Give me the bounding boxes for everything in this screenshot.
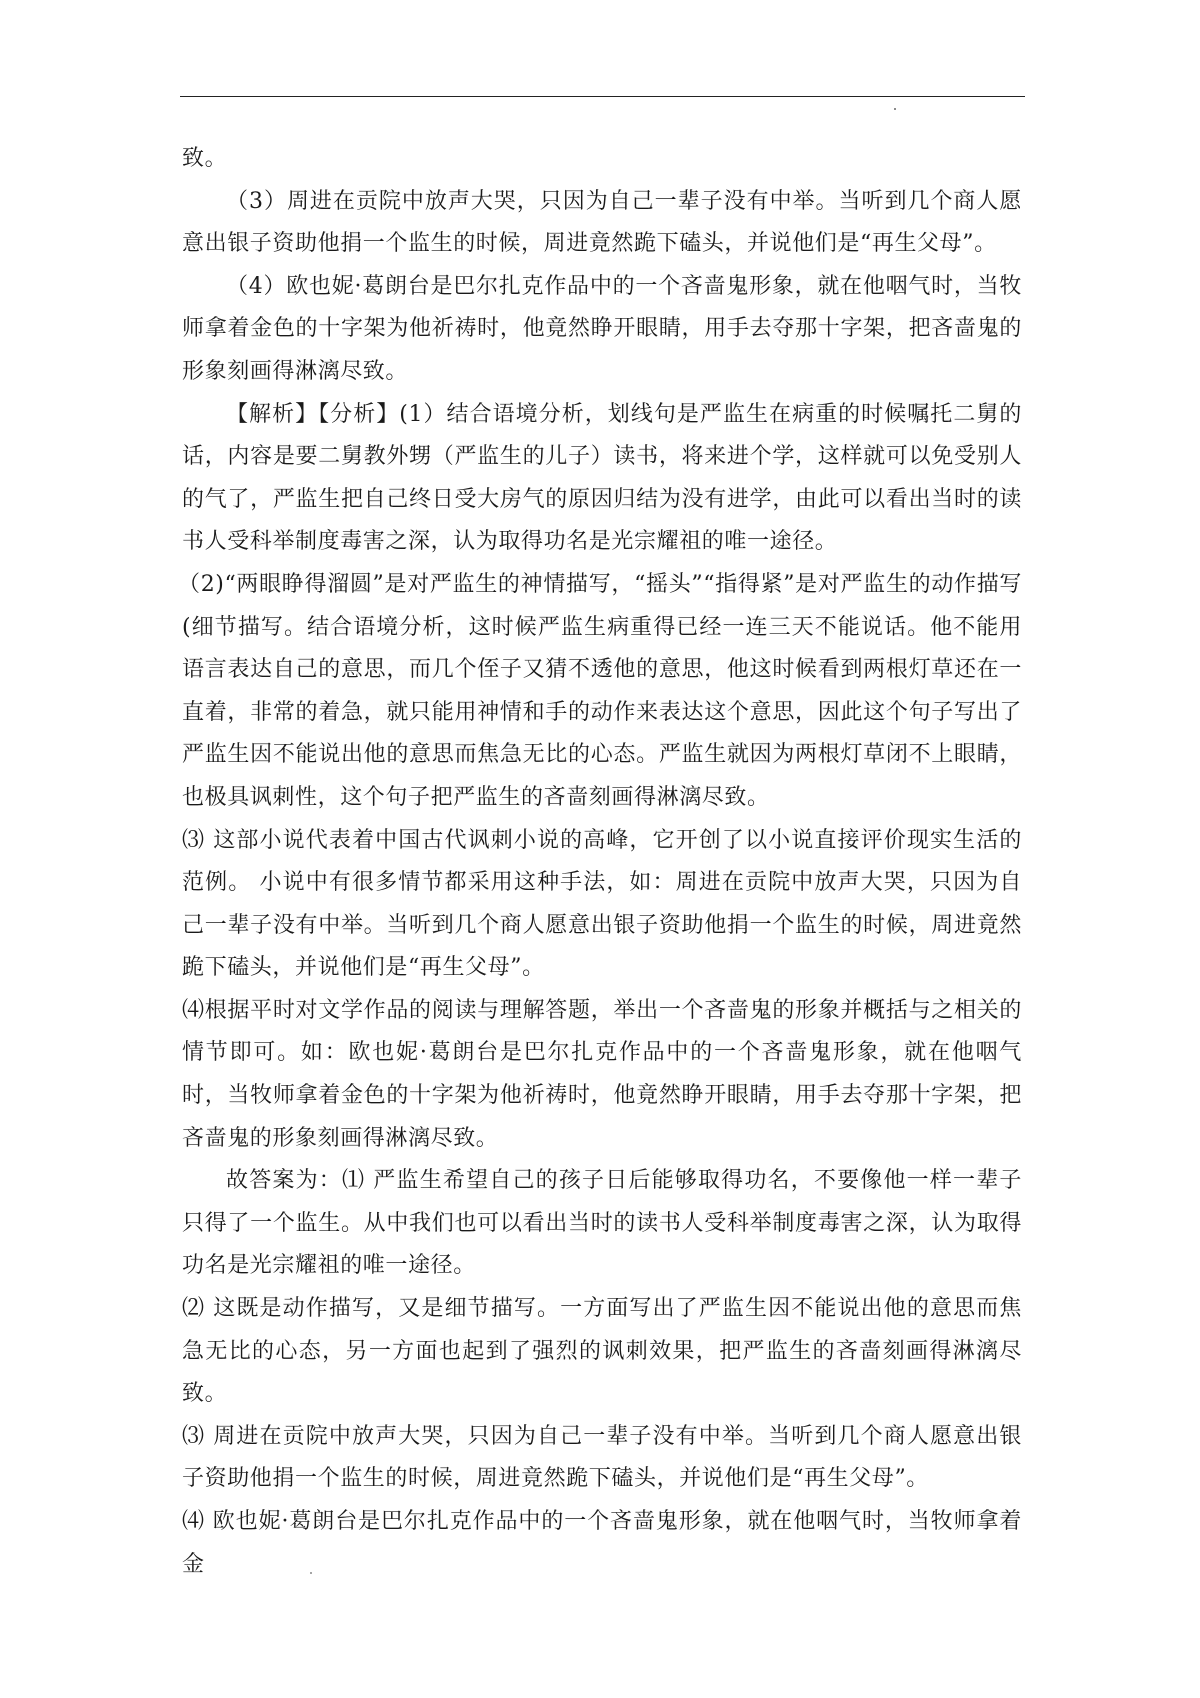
paragraph-answer-4: （4）欧也妮·葛朗台是巴尔扎克作品中的一个吝啬鬼形象，就在他咽气时，当牧师拿着金色的十字架为他祈祷时，他竟然睁开眼睛，用手去夺那十字架，把吝啬鬼的形象刻画得淋漓尽致。 (182, 273, 1022, 384)
paragraph-final-answer-4: ⑷ 欧也妮·葛朗台是巴尔扎克作品中的一个吝啬鬼形象，就在他咽气时，当牧师拿着金 (182, 1509, 1022, 1577)
paragraph-final-answer-1: 故答案为：⑴ 严监生希望自己的孩子日后能够取得功名，不要像他一样一辈子只得了一个监生。从中我们也可以看出当时的读书人受科举制度毒害之深，认为取得功名是光宗耀祖的唯一途径。 (182, 1168, 1022, 1279)
paragraph-analysis-3: ⑶ 这部小说代表着中国古代讽刺小说的高峰，它开创了以小说直接评价现实生活的范例。 小说中有很多情节都采用这种手法，如：周进在贡院中放声大哭，只因为自己一辈子没有中举。当听到几个商人愿意出银子资助他捐一个监生的时候，周进竟然跪下磕头，并说他们是“再生父母”。 (182, 827, 1022, 981)
paragraph-analysis-2: （2)“两眼睁得溜圆”是对严监生的神情描写，“摇头”“指得紧”是对严监生的动作描写(细节描写。结合语境分析，这时候严监生病重得已经一连三天不能说话。他不能用语言表达自己的意思，而几个侄子又猜不透他的意思，他这时候看到两根灯草还在一直着，非常的着急，就只能用神情和手的动作来表达这个意思，因此这个句子写出了严监生因不能说出他的意思而焦急无比的心态。严监生就因为两根灯草闭不上眼睛，也极具讽刺性，这个句子把严监生的吝啬刻画得淋漓尽致。 (178, 571, 1022, 810)
header-mark (894, 108, 896, 110)
paragraph-analysis-1: 【解析】【分析】(1）结合语境分析，划线句是严监生在病重的时候嘱托二舅的话，内容是要二舅教外甥（严监生的儿子）读书，将来进个学，这样就可以免受别人的气了，严监生把自己终日受大房气的原因归结为没有进学，由此可以看出当时的读书人受科举制度毒害之深，认为取得功名是光宗耀祖的唯一途径。 (182, 401, 1022, 555)
paragraph-answer-3: （3）周进在贡院中放声大哭，只因为自己一辈子没有中举。当听到几个商人愿意出银子资助他捐一个监生的时候，周进竟然跪下磕头，并说他们是“再生父母”。 (182, 188, 1022, 257)
paragraph-analysis-4: ⑷根据平时对文学作品的阅读与理解答题，举出一个吝啬鬼的形象并概括与之相关的情节即可。如：欧也妮·葛朗台是巴尔扎克作品中的一个吝啬鬼形象，就在他咽气时，当牧师拿着金色的十字架为他祈祷时，他竟然睁开眼睛，用手去夺那十字架，把吝啬鬼的形象刻画得淋漓尽致。 (182, 997, 1022, 1151)
document-body (178, 138, 1022, 1586)
paragraph-final-answer-3: ⑶ 周进在贡院中放声大哭，只因为自己一辈子没有中举。当听到几个商人愿意出银子资助他捐一个监生的时候，周进竟然跪下磕头，并说他们是“再生父母”。 (182, 1423, 1022, 1492)
footer-mark (310, 1572, 312, 1574)
header-rule (180, 96, 1025, 97)
paragraph-continuation: 致。 (182, 146, 228, 171)
paragraph-final-answer-2: ⑵ 这既是动作描写，又是细节描写。一方面写出了严监生因不能说出他的意思而焦急无比的心态，另一方面也起到了强烈的讽刺效果，把严监生的吝啬刻画得淋漓尽致。 (182, 1296, 1022, 1407)
